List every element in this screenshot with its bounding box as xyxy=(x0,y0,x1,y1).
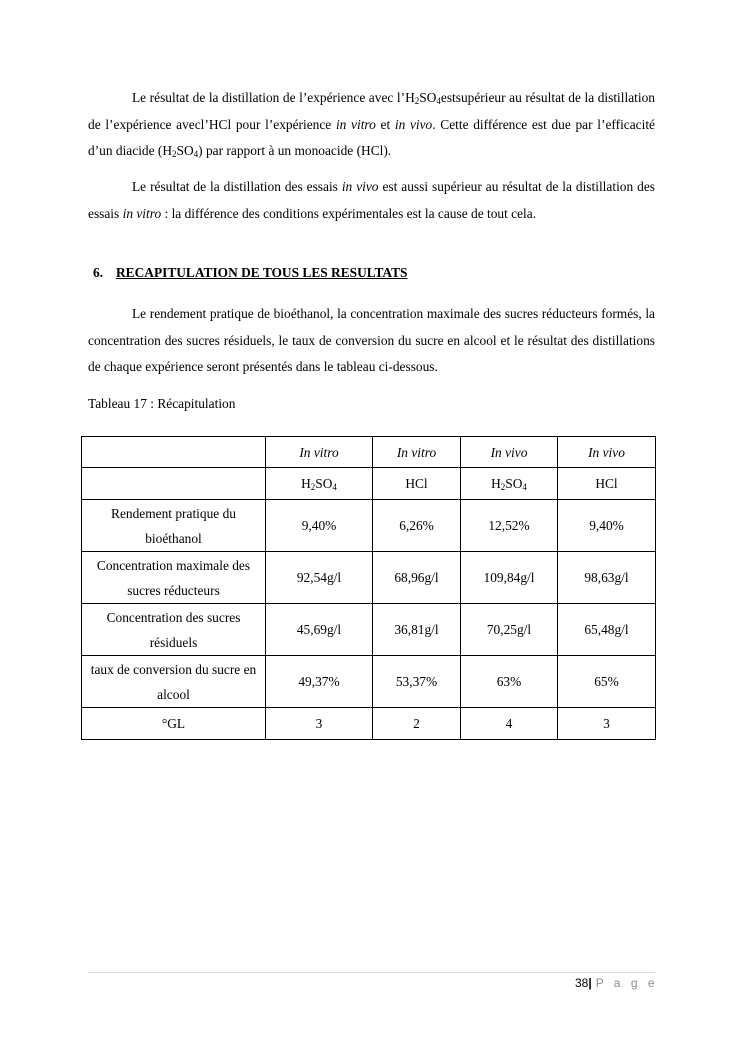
header-condition: In vivo xyxy=(558,437,656,468)
table-cell: 9,40% xyxy=(266,500,373,552)
header-acid: HCl xyxy=(373,468,461,500)
section-title: RECAPITULATION DE TOUS LES RESULTATS xyxy=(116,265,408,280)
table-cell: 9,40% xyxy=(558,500,656,552)
table-row xyxy=(82,500,656,552)
table-cell: 53,37% xyxy=(373,656,461,708)
header-empty-cell xyxy=(82,468,266,500)
table-row xyxy=(82,552,656,604)
table-cell: 92,54g/l xyxy=(266,552,373,604)
table-cell: 12,52% xyxy=(461,500,558,552)
header-condition: In vivo xyxy=(461,437,558,468)
section-number: 6. xyxy=(93,265,104,280)
table-row xyxy=(82,656,656,708)
table-cell: 68,96g/l xyxy=(373,552,461,604)
footer-divider xyxy=(88,972,655,973)
header-condition: In vitro xyxy=(266,437,373,468)
header-acid: $H_2SO_4$ xyxy=(461,468,558,500)
table-cell: 3 xyxy=(558,708,656,740)
footer-separator: | xyxy=(588,976,592,990)
table-cell: 63% xyxy=(461,656,558,708)
table-cell: 70,25g/l xyxy=(461,604,558,656)
header-condition: In vitro xyxy=(373,437,461,468)
row-label: Rendement pratique du bioéthanol xyxy=(82,500,266,552)
header-acid: $H_2SO_4$ xyxy=(266,468,373,500)
table-cell: 109,84g/l xyxy=(461,552,558,604)
paragraph-recap-intro: Le rendement pratique de bioéthanol, la concentration maximale des sucres réducteurs formés, la concentration des sucres résiduels, le taux de conversion du sucre en alcool et le résultat des distillations de chaque expérience seront présentés dans le tableau ci-dessous. xyxy=(88,306,655,374)
table-cell: 6,26% xyxy=(373,500,461,552)
page-label: P a g e xyxy=(595,976,658,990)
header-acid: HCl xyxy=(558,468,656,500)
paragraph-distillation-acid-comparison: Le résultat de la distillation de l’expérience avec $l’H_2SO_4estsupérieur$ au résultat de la distillation de l’expérience avecl’HCl pour l’expérience in vitro et in vivo. Cette différence est due par l’efficacité d’un diacide $(H_2SO_4)$ par rapport à un monoacide (HCl). xyxy=(88,90,656,159)
table-cell: 4 xyxy=(461,708,558,740)
table-cell: 65,48g/l xyxy=(558,604,656,656)
recap-table xyxy=(81,436,656,740)
page-footer xyxy=(575,976,658,990)
table-header-acids xyxy=(82,468,656,500)
table-cell: 45,69g/l xyxy=(266,604,373,656)
row-label: taux de conversion du sucre en alcool xyxy=(82,656,266,708)
table-cell: 36,81g/l xyxy=(373,604,461,656)
section-heading xyxy=(93,265,407,281)
table-cell: 3 xyxy=(266,708,373,740)
table-caption: Tableau 17 : Récapitulation xyxy=(88,396,236,411)
row-label: Concentration maximale des sucres réducteurs xyxy=(82,552,266,604)
row-label: °GL xyxy=(82,708,266,740)
table-header-conditions xyxy=(82,437,656,468)
table-row xyxy=(82,708,656,740)
table-cell: 98,63g/l xyxy=(558,552,656,604)
table-cell: 2 xyxy=(373,708,461,740)
table-cell: 65% xyxy=(558,656,656,708)
row-label: Concentration des sucres résiduels xyxy=(82,604,266,656)
table-cell: 49,37% xyxy=(266,656,373,708)
page-number: 38 xyxy=(574,976,589,990)
table-row xyxy=(82,604,656,656)
paragraph-invivo-vs-invitro: Le résultat de la distillation des essais in vivo est aussi supérieur au résultat de la distillation des essais in vitro : la différence des conditions expérimentales est la cause de tout cela. xyxy=(88,179,655,221)
header-empty-cell xyxy=(82,437,266,468)
